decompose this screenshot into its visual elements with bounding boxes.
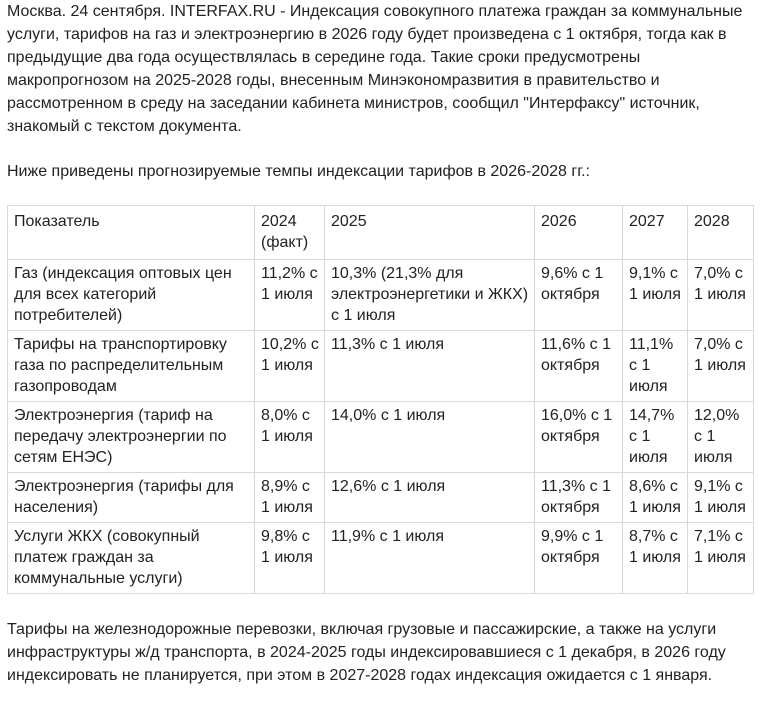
cell-2028: 7,0% с 1 июля (688, 260, 754, 331)
table-row (8, 260, 754, 331)
cell-indicator: Электроэнергия (тариф на передачу электроэнергии по сетям ЕНЭС) (8, 402, 255, 473)
cell-2027: 14,7% с 1 июля (623, 402, 688, 473)
cell-2024: 8,9% с 1 июля (255, 473, 325, 523)
table-row (8, 402, 754, 473)
tariff-table (7, 205, 754, 594)
cell-indicator: Газ (индексация оптовых цен для всех категорий потребителей) (8, 260, 255, 331)
cell-2025: 12,6% с 1 июля (325, 473, 535, 523)
cell-2024: 11,2% с 1 июля (255, 260, 325, 331)
header-2026: 2026 (535, 206, 623, 260)
article-lead: Москва. 24 сентября. INTERFAX.RU - Индексация совокупного платежа граждан за коммунальные услуги, тарифов на газ и электроэнергию в 2026 году будет произведена с 1 октября, тогда как в предыдущие два года осуществлялась в середине года. Такие сроки предусмотрены макропрогнозом на 2025-2028 годы, внесенным Минэкономразвития в правительство и рассмотренном в среду на заседании кабинета министров, сообщил "Интерфаксу" источник, знакомый с текстом документа. (7, 3, 743, 135)
article-footer: Тарифы на железнодорожные перевозки, включая грузовые и пассажирские, а также на услуги инфраструктуры ж/д транспорта, в 2024-2025 годы индексировавшиеся с 1 декабря, в 2026 году индексировать не планируется, при этом в 2027-2028 годах индексация ожидается с 1 января. (7, 621, 726, 684)
cell-2028: 7,0% с 1 июля (688, 331, 754, 402)
cell-2027: 9,1% с 1 июля (623, 260, 688, 331)
cell-2026: 9,6% с 1 октября (535, 260, 623, 331)
cell-2026: 11,3% с 1 октября (535, 473, 623, 523)
cell-2027: 8,7% с 1 июля (623, 523, 688, 594)
header-indicator: Показатель (8, 206, 255, 260)
cell-indicator: Тарифы на транспортировку газа по распределительным газопроводам (8, 331, 255, 402)
cell-2024: 8,0% с 1 июля (255, 402, 325, 473)
cell-2027: 11,1% с 1 июля (623, 331, 688, 402)
cell-2024: 10,2% с 1 июля (255, 331, 325, 402)
cell-2025: 11,9% с 1 июля (325, 523, 535, 594)
header-2028: 2028 (688, 206, 754, 260)
cell-2025: 11,3% с 1 июля (325, 331, 535, 402)
cell-2025: 14,0% с 1 июля (325, 402, 535, 473)
cell-indicator: Электроэнергия (тарифы для населения) (8, 473, 255, 523)
table-row (8, 331, 754, 402)
header-2024: 2024 (факт) (255, 206, 325, 260)
cell-2025: 10,3% (21,3% для электроэнергетики и ЖКХ) с 1 июля (325, 260, 535, 331)
cell-2026: 16,0% с 1 октября (535, 402, 623, 473)
table-intro: Ниже приведены прогнозируемые темпы индексации тарифов в 2026-2028 гг.: (7, 163, 590, 180)
cell-2026: 11,6% с 1 октября (535, 331, 623, 402)
cell-2024: 9,8% с 1 июля (255, 523, 325, 594)
cell-2028: 9,1% с 1 июля (688, 473, 754, 523)
cell-2026: 9,9% с 1 октября (535, 523, 623, 594)
header-2027: 2027 (623, 206, 688, 260)
header-2025: 2025 (325, 206, 535, 260)
cell-2028: 7,1% с 1 июля (688, 523, 754, 594)
cell-indicator: Услуги ЖКХ (совокупный платеж граждан за коммунальные услуги) (8, 523, 255, 594)
cell-2027: 8,6% с 1 июля (623, 473, 688, 523)
table-row (8, 523, 754, 594)
table-row (8, 473, 754, 523)
table-header-row (8, 206, 754, 260)
cell-2028: 12,0% с 1 июля (688, 402, 754, 473)
